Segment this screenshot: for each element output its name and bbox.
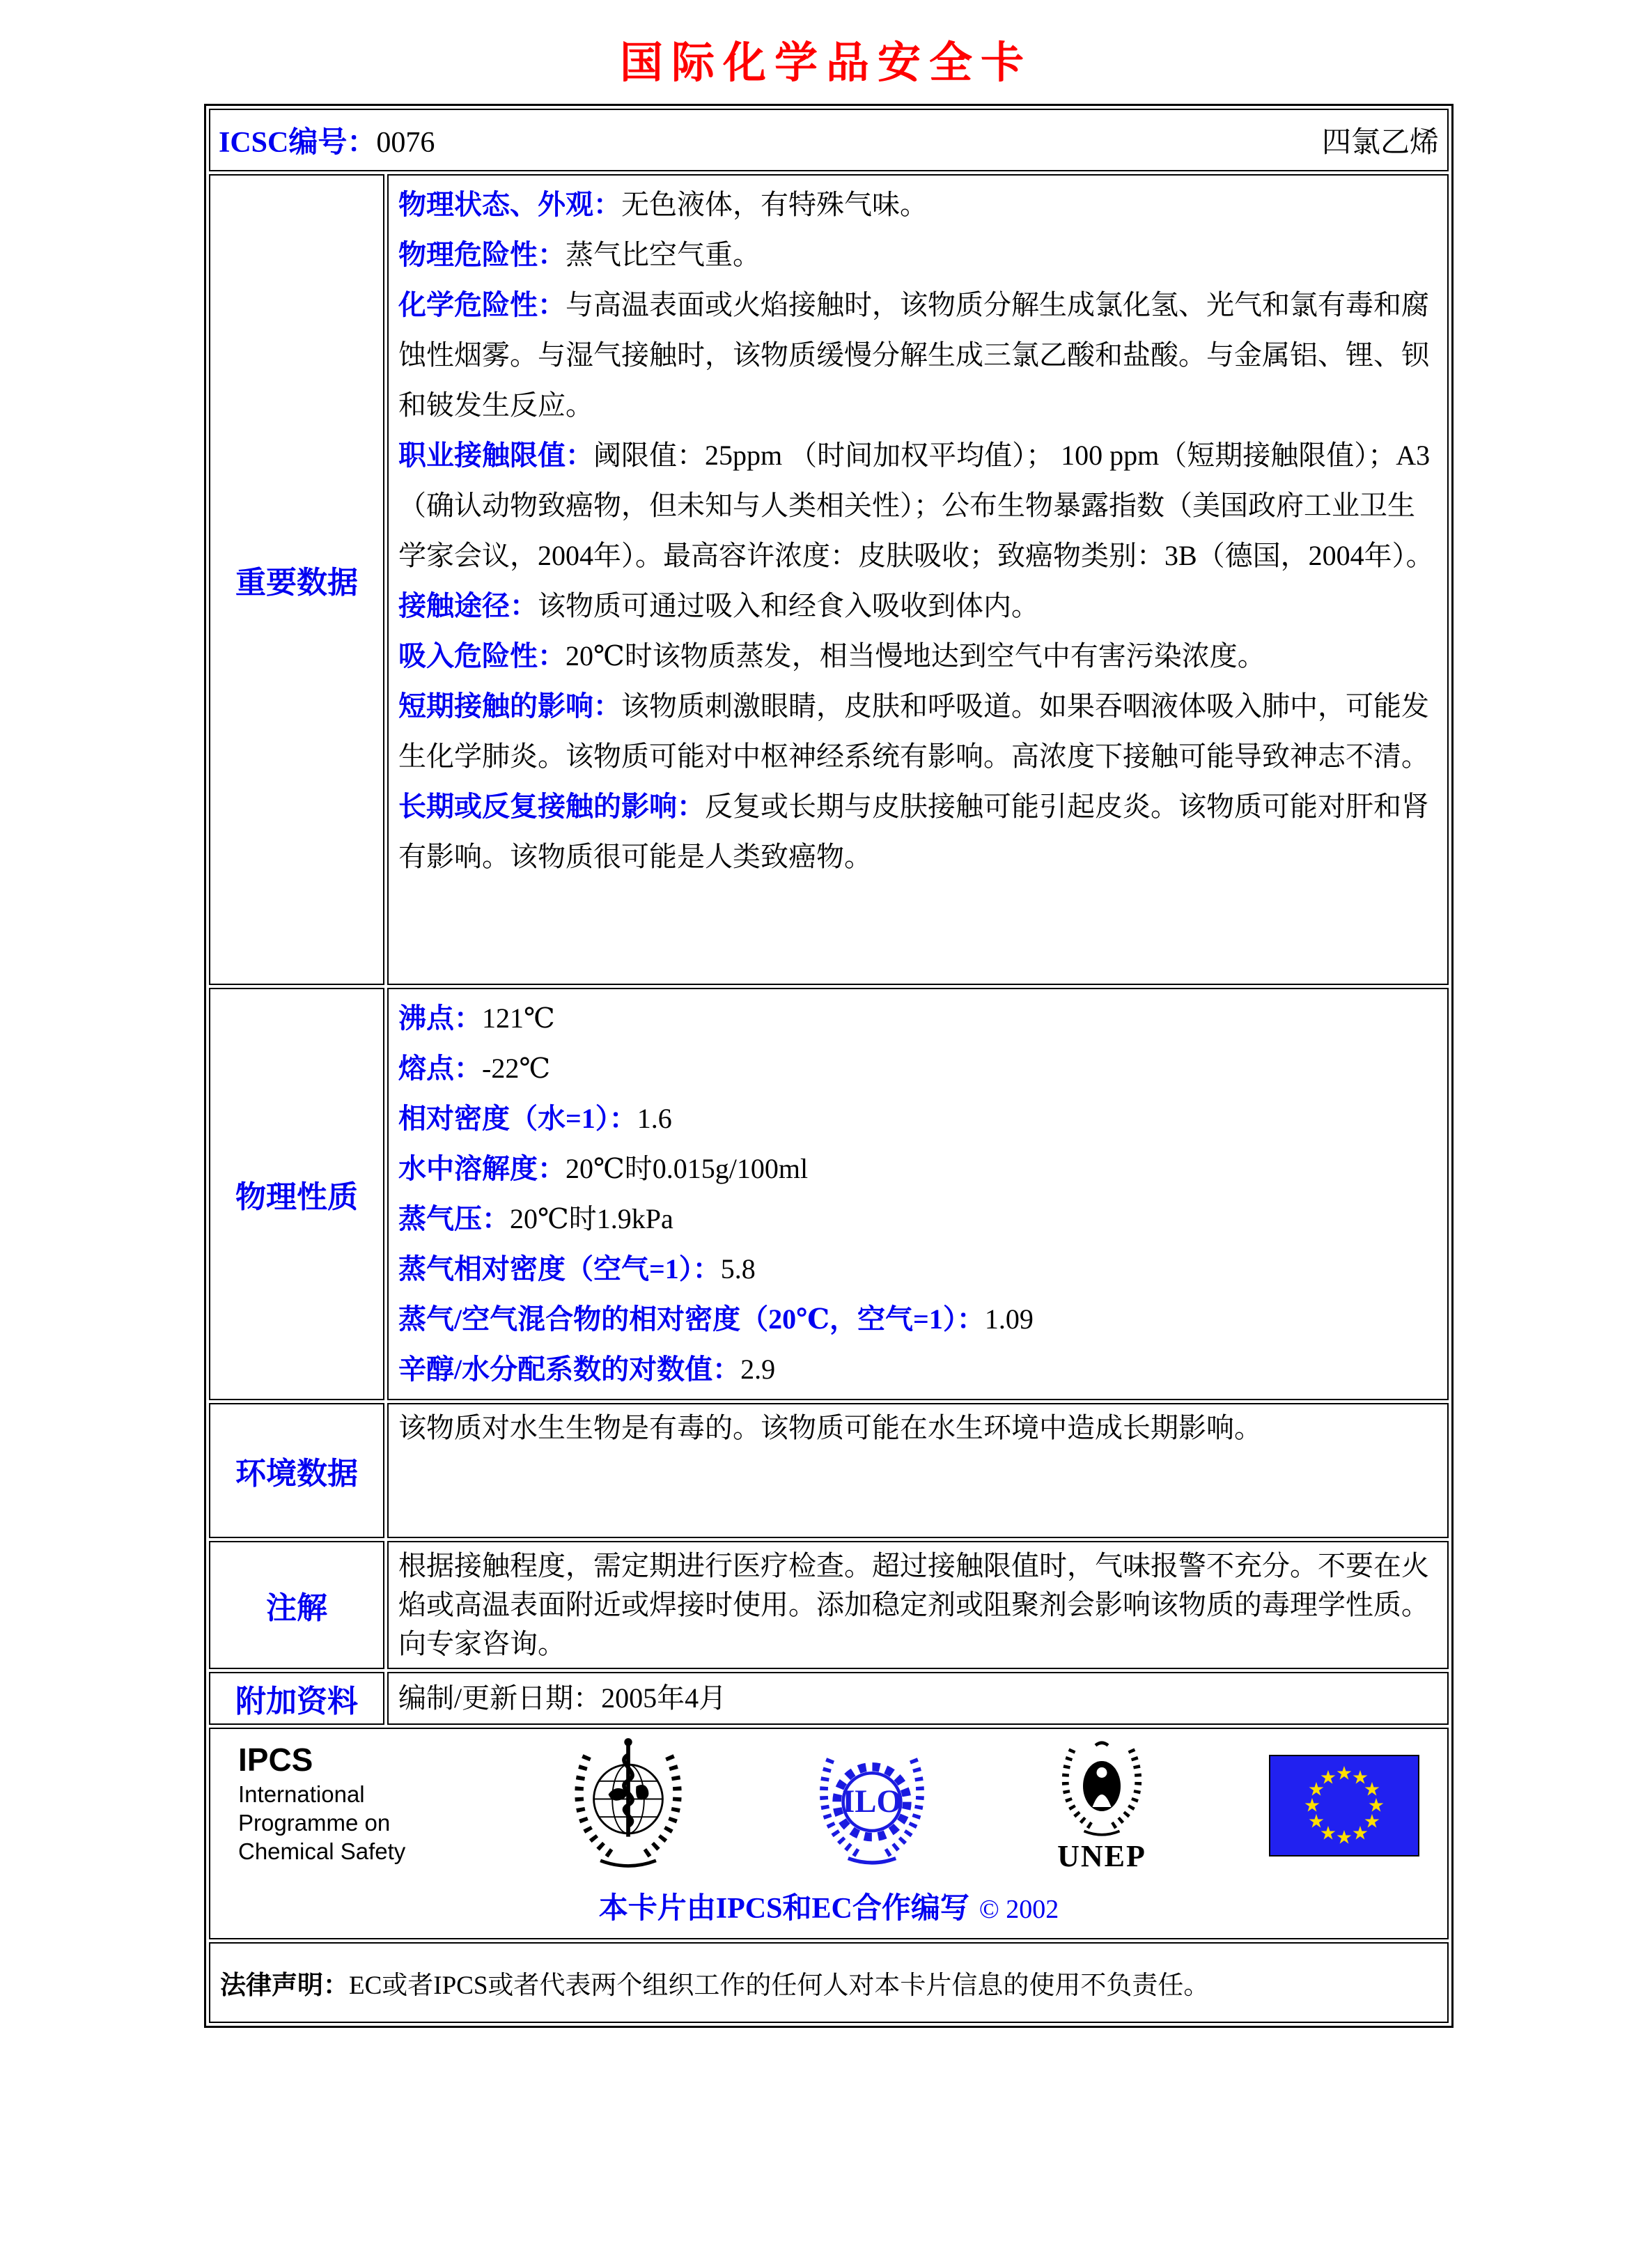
section-content-physical-properties <box>387 988 1449 1400</box>
section-content-environmental-data <box>387 1403 1449 1538</box>
section-entry <box>398 431 1437 581</box>
section-entry <box>398 1344 1437 1395</box>
svg-text:★: ★ <box>1335 1762 1353 1785</box>
entry-text: 5.8 <box>720 1253 756 1285</box>
section-label-additional-info: 附加资料 <box>209 1672 384 1725</box>
svg-text:★: ★ <box>1307 1811 1325 1833</box>
svg-text:★: ★ <box>1367 1794 1385 1817</box>
entry-label: 水中溶解度： <box>398 1153 566 1184</box>
section-entry <box>398 993 1437 1044</box>
important-data-row <box>209 174 1449 985</box>
entry-label: 职业接触限值： <box>398 440 593 471</box>
entry-text: 1.6 <box>637 1103 672 1134</box>
entry-text: 121℃ <box>482 1002 555 1034</box>
entry-label: 长期或反复接触的影响： <box>398 791 705 822</box>
eu-flag-icon <box>1269 1755 1419 1856</box>
section-entry <box>398 180 1437 230</box>
entry-label: 蒸气压： <box>398 1203 510 1234</box>
section-label-important-data: 重要数据 <box>209 174 384 985</box>
icsc-card <box>204 104 1454 2028</box>
header-row <box>209 109 1449 171</box>
svg-text:★: ★ <box>1303 1794 1321 1817</box>
svg-text:★: ★ <box>1335 1827 1353 1849</box>
ipcs-text-block <box>238 1742 447 1866</box>
section-entry <box>398 681 1437 782</box>
section-label-physical-properties: 物理性质 <box>209 988 384 1400</box>
entry-text: -22℃ <box>482 1053 551 1084</box>
section-content-additional-info <box>387 1672 1449 1725</box>
entry-text: 1.09 <box>984 1303 1034 1335</box>
chemical-name: 四氯乙烯 <box>1321 127 1439 159</box>
ipcs-line-3: Chemical Safety <box>238 1838 406 1864</box>
section-entry <box>398 280 1437 431</box>
entry-label: 蒸气/空气混合物的相对密度（20℃，空气=1）： <box>398 1303 985 1335</box>
entry-text: 20℃时1.9kPa <box>510 1203 673 1234</box>
logo-strip <box>221 1736 1436 1875</box>
section-entry <box>398 1094 1437 1144</box>
ipcs-line-2: Programme on <box>238 1810 391 1836</box>
entry-text: 根据接触程度，需定期进行医疗检查。超过接触限值时，气味报警不充分。不要在火焰或高温表面附近或焊接时使用。添加稳定剂或阻聚剂会影响该物质的毒理学性质。向专家咨询。 <box>398 1550 1429 1659</box>
svg-text:★: ★ <box>1319 1822 1337 1845</box>
section-entry <box>398 1547 1437 1664</box>
entry-text: 该物质可通过吸入和经食入吸收到体内。 <box>538 590 1039 621</box>
ipcs-acronym: IPCS <box>238 1742 313 1778</box>
physical-properties-row <box>209 988 1449 1400</box>
icsc-number-field <box>219 119 435 161</box>
entry-text: 与高温表面或火焰接触时，该物质分解生成氯化氢、光气和氯有毒和腐蚀性烟雾。与湿气接触时，该物质缓慢分解生成三氯乙酸和盐酸。与金属铝、锂、钡和铍发生反应。 <box>398 289 1429 421</box>
section-entry <box>398 1681 1437 1716</box>
entry-label: 物理危险性： <box>398 239 566 270</box>
section-entry <box>398 631 1437 681</box>
entry-text: 阈限值：25ppm （时间加权平均值）； 100 ppm（短期接触限值）；A3（确认动物致癌物，但未知与人类相关性）；公布生物暴露指数（美国政府工业卫生学家会议，2004年）。最高容许浓度：皮肤吸收；致癌物类别：3B（德国，2004年）。 <box>398 440 1434 571</box>
entry-label: 吸入危险性： <box>398 640 566 672</box>
section-content-important-data <box>387 174 1449 985</box>
header-cell <box>209 109 1449 171</box>
svg-text:★: ★ <box>1351 1767 1369 1789</box>
section-entry <box>398 782 1437 882</box>
section-entry <box>398 1409 1437 1448</box>
entry-label: 沸点： <box>398 1002 482 1034</box>
attribution-text: 本卡片由IPCS和EC合作编写 <box>598 1893 969 1925</box>
section-entry <box>398 1194 1437 1244</box>
additional-info-row <box>209 1672 1449 1725</box>
entry-label: 化学危险性： <box>398 289 566 320</box>
environmental-data-row <box>209 1403 1449 1538</box>
entry-label: 蒸气相对密度（空气=1）： <box>398 1253 721 1285</box>
page-title: 国际化学品安全卡 <box>619 40 1032 87</box>
who-logo-icon <box>562 1736 694 1875</box>
ilo-logo-icon <box>809 1742 935 1870</box>
logos-cell <box>209 1728 1449 1939</box>
section-entry <box>398 1294 1437 1344</box>
svg-text:★: ★ <box>1319 1767 1337 1789</box>
notes-row <box>209 1541 1449 1669</box>
entry-label: 熔点： <box>398 1053 482 1084</box>
section-entry <box>398 1144 1437 1194</box>
entry-text: 编制/更新日期：2005年4月 <box>398 1682 727 1714</box>
section-entry <box>398 1244 1437 1294</box>
section-entry <box>398 1044 1437 1094</box>
entry-text: 蒸气比空气重。 <box>566 239 761 270</box>
section-entry <box>398 230 1437 280</box>
legal-row <box>209 1942 1449 2023</box>
svg-text:★: ★ <box>1307 1778 1325 1801</box>
unep-wordmark: UNEP <box>1057 1838 1146 1873</box>
legal-cell <box>209 1942 1449 2023</box>
entry-label: 辛醇/水分配系数的对数值： <box>398 1354 741 1385</box>
entry-text: 反复或长期与皮肤接触可能引起皮炎。该物质可能对肝和肾有影响。该物质很可能是人类致癌物。 <box>398 791 1429 872</box>
section-entry <box>398 581 1437 631</box>
legal-notice-label: 法律声明： <box>220 1971 349 2000</box>
entry-label: 接触途径： <box>398 590 538 621</box>
entry-text: 20℃时该物质蒸发，相当慢地达到空气中有害污染浓度。 <box>566 640 1265 672</box>
entry-text: 该物质对水生生物是有毒的。该物质可能在水生环境中造成长期影响。 <box>398 1412 1262 1443</box>
icsc-number-value: 0076 <box>376 127 435 159</box>
legal-notice-text: EC或者IPCS或者代表两个组织工作的任何人对本卡片信息的使用不负责任。 <box>349 1971 1210 2000</box>
entry-text: 无色液体，有特殊气味。 <box>621 189 928 220</box>
entry-label: 短期接触的影响： <box>398 690 621 722</box>
section-content-notes <box>387 1541 1449 1669</box>
svg-text:★: ★ <box>1363 1778 1381 1801</box>
unep-logo-icon <box>1050 1738 1154 1874</box>
attribution-line <box>221 1885 1436 1927</box>
svg-text:ILO: ILO <box>842 1783 902 1820</box>
entry-label: 相对密度（水=1）： <box>398 1103 637 1134</box>
section-label-environmental-data: 环境数据 <box>209 1403 384 1538</box>
section-label-notes: 注解 <box>209 1541 384 1669</box>
entry-text: 2.9 <box>740 1354 776 1385</box>
svg-text:★: ★ <box>1351 1822 1369 1845</box>
entry-label: 物理状态、外观： <box>398 189 621 220</box>
copyright-text: © 2002 <box>979 1895 1059 1924</box>
logos-row <box>209 1728 1449 1939</box>
svg-text:★: ★ <box>1363 1811 1381 1833</box>
icsc-number-label: ICSC编号： <box>219 127 377 159</box>
entry-text: 该物质刺激眼睛，皮肤和呼吸道。如果吞咽液体吸入肺中，可能发生化学肺炎。该物质可能对中枢神经系统有影响。高浓度下接触可能导致神志不清。 <box>398 690 1429 772</box>
ipcs-line-1: International <box>238 1781 365 1807</box>
entry-text: 20℃时0.015g/100ml <box>566 1153 809 1184</box>
